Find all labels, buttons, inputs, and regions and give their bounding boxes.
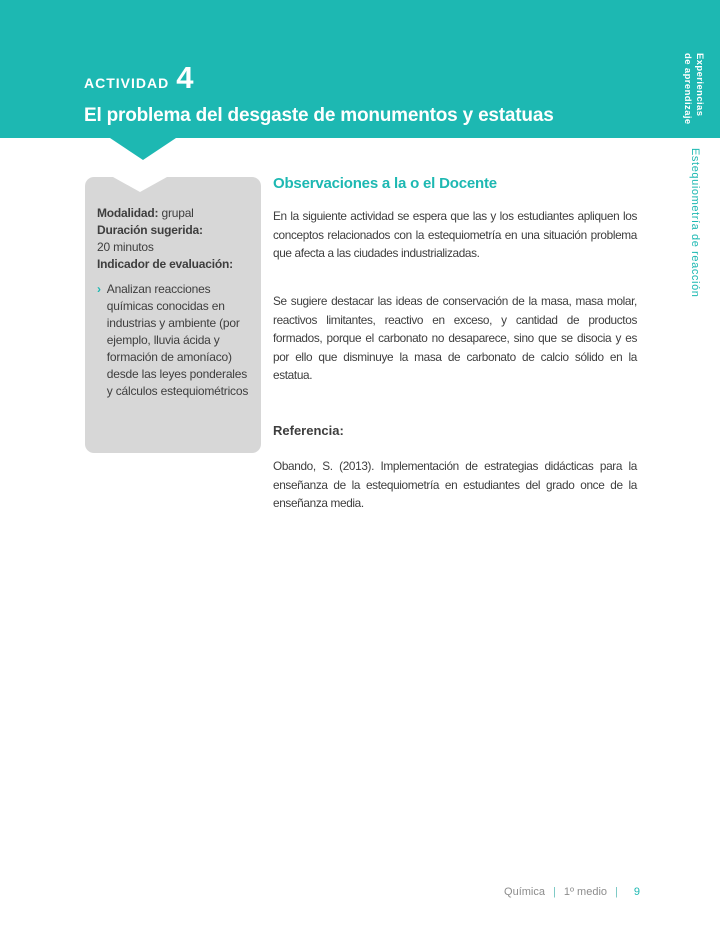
header-pointer-triangle-icon bbox=[110, 138, 176, 160]
indicador-label: Indicador de evaluación: bbox=[97, 257, 233, 271]
footer-page-number: 9 bbox=[633, 886, 640, 898]
side-tab-experiencias-line1: Experiencias bbox=[694, 53, 705, 117]
paragraph-1: En la siguiente actividad se espera que las y los estudiantes apliquen los conceptos relacionados con la estequiometría en una situación problema que afecta a las ciudades industrializadas. bbox=[273, 209, 637, 260]
activity-info-box bbox=[85, 177, 261, 453]
footer-subject: Química bbox=[504, 886, 545, 898]
reference-text: Obando, S. (2013). Implementación de estrategias didácticas para la enseñanza de la estequiometría en estudiantes del grado once de la enseñanza media. bbox=[273, 459, 637, 510]
referencia-heading: Referencia: bbox=[273, 423, 344, 438]
infobox-notch bbox=[113, 177, 167, 192]
bullet-chevron-icon: › bbox=[97, 282, 101, 296]
indicator-item bbox=[97, 281, 252, 400]
side-tab-experiencias bbox=[681, 53, 705, 125]
duracion-value: 20 minutos bbox=[97, 240, 154, 254]
indicator-text: Analizan reacciones químicas conocidas en industrias y ambiente (por ejemplo, lluvia ácida y formación de amoníaco) desde las leyes ponderales y cálculos estequiométricos bbox=[106, 282, 249, 398]
activity-line bbox=[84, 62, 193, 93]
side-label-estequiometria: Estequiometría de reacción bbox=[689, 148, 701, 298]
activity-header-band bbox=[0, 0, 720, 138]
page-footer bbox=[504, 886, 640, 898]
paragraph-2: Se sugiere destacar las ideas de conservación de la masa, masa molar, reactivos limitantes, reactivo en exceso, y cantidad de productos formados, porque el carbonato no desaparece, sino que se disocia y es por ello que disminuye la masa de carbonato de calcio sólido en la estatua. bbox=[273, 294, 637, 382]
modalidad-row bbox=[97, 205, 252, 222]
activity-title: El problema del desgaste de monumentos y estatuas bbox=[84, 105, 554, 126]
activity-number: 4 bbox=[176, 60, 194, 95]
footer-separator: | bbox=[615, 886, 618, 898]
modalidad-value: grupal bbox=[161, 206, 194, 220]
footer-grade: 1º medio bbox=[563, 886, 608, 898]
indicator-list bbox=[97, 281, 252, 400]
footer-separator: | bbox=[553, 886, 556, 898]
side-tab-experiencias-line2: de aprendizaje bbox=[682, 53, 693, 125]
modalidad-label: Modalidad: bbox=[97, 206, 159, 220]
activity-label: ACTIVIDAD bbox=[84, 75, 170, 91]
observaciones-heading: Observaciones a la o el Docente bbox=[273, 175, 497, 192]
duracion-label: Duración sugerida: bbox=[97, 223, 203, 237]
